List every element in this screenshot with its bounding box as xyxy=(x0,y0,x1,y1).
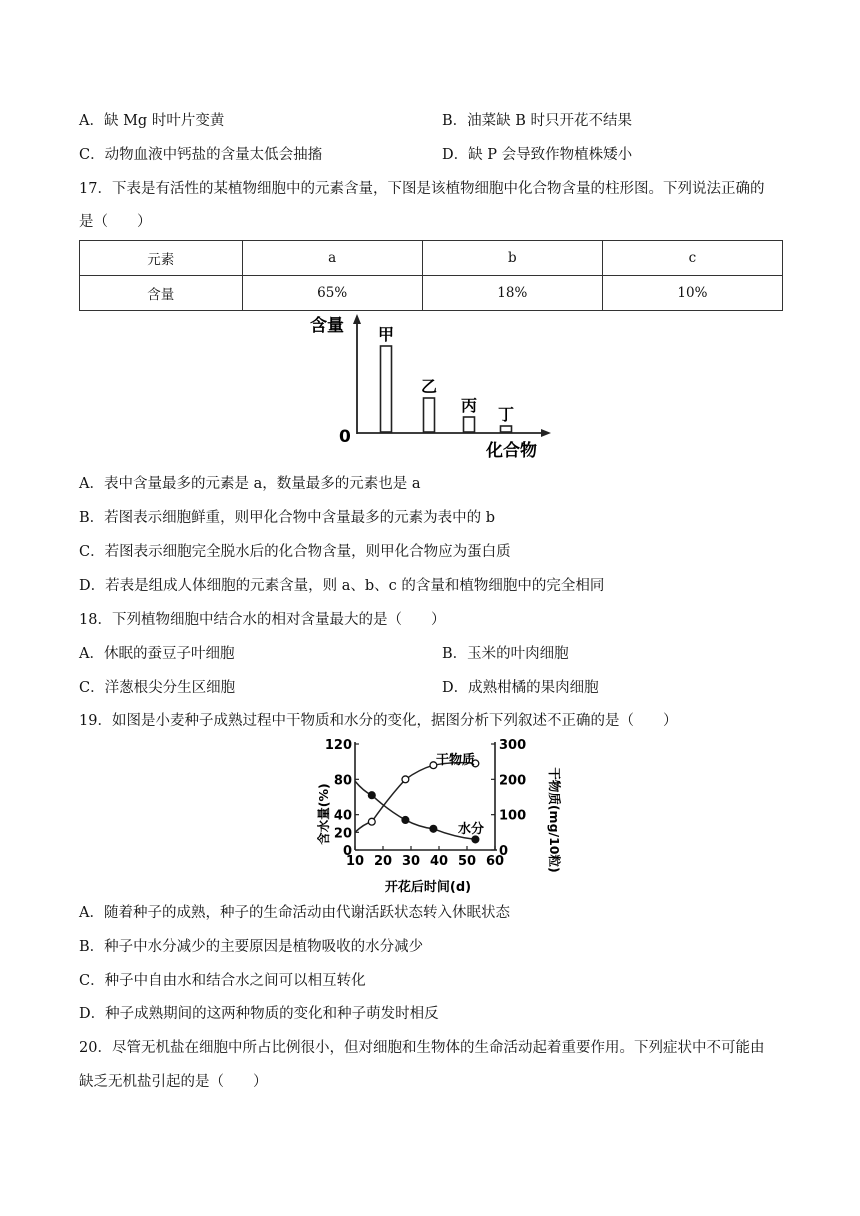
q18-option-d: D．成熟柑橘的果肉细胞 xyxy=(442,680,599,696)
bar-1 xyxy=(381,346,392,432)
left-tick-label: 80 xyxy=(333,773,352,789)
bar-chart-origin: 0 xyxy=(339,427,351,447)
q17-option-a: A．表中含量最多的元素是 a，数量最多的元素也是 a xyxy=(79,476,421,492)
table-header-row xyxy=(80,241,783,276)
q16-option-d: D．缺 P 会导致作物植株矮小 xyxy=(442,147,633,163)
q18-option-a: A．休眠的蚕豆子叶细胞 xyxy=(79,646,235,662)
q18-stem: 18．下列植物细胞中结合水的相对含量最大的是（ ） xyxy=(79,612,446,628)
left-tick-label: 0 xyxy=(342,844,352,859)
bar-4 xyxy=(501,426,512,432)
water-point xyxy=(402,817,409,824)
bar-3 xyxy=(464,417,475,432)
bar-label-3: 丙 xyxy=(460,396,478,415)
left-tick-label: 40 xyxy=(333,808,352,824)
water-series-label: 水分 xyxy=(458,822,485,837)
left-tick-label: 120 xyxy=(324,738,352,753)
q19-option-a: A．随着种子的成熟，种子的生命活动由代谢活跃状态转入休眠状态 xyxy=(79,905,510,921)
q18-option-c: C．洋葱根尖分生区细胞 xyxy=(79,680,236,696)
dry-matter-point xyxy=(368,818,375,825)
table-cell: 18% xyxy=(422,276,602,311)
water-point xyxy=(368,792,375,799)
line-chart-xlabel: 开花后时间(d) xyxy=(384,880,472,895)
table-cell: 元素 xyxy=(80,241,243,276)
q19-option-b: B．种子中水分减少的主要原因是植物吸收的水分减少 xyxy=(79,939,424,955)
y-axis-arrow-icon xyxy=(353,314,361,324)
x-tick-label: 60 xyxy=(485,854,505,869)
q19-option-c: C．种子中自由水和结合水之间可以相互转化 xyxy=(79,973,366,989)
seed-maturation-line-chart xyxy=(305,734,565,896)
table-cell: 含量 xyxy=(80,276,243,311)
table-cell: a xyxy=(242,241,422,276)
element-table xyxy=(79,240,783,311)
water-point xyxy=(430,825,437,832)
q17-option-c: C．若图表示细胞完全脱水后的化合物含量，则甲化合物应为蛋白质 xyxy=(79,544,511,560)
bar-label-1: 甲 xyxy=(377,325,395,344)
q17-stem-line2: 是（ ） xyxy=(79,214,152,230)
line-chart-ylabel-left: 含水量(%) xyxy=(316,783,331,845)
right-tick-label: 0 xyxy=(499,844,509,859)
q16-option-c: C．动物血液中钙盐的含量太低会抽搐 xyxy=(79,147,323,163)
x-tick-label: 40 xyxy=(429,854,449,869)
q19-option-d: D．种子成熟期间的这两种物质的变化和种子萌发时相反 xyxy=(79,1006,439,1022)
q16-option-a: A．缺 Mg 时叶片变黄 xyxy=(79,113,225,129)
water-point xyxy=(472,836,479,843)
x-axis-arrow-icon xyxy=(541,429,551,437)
left-tick-label: 20 xyxy=(333,826,352,842)
bar-2 xyxy=(424,398,435,432)
right-tick-label: 200 xyxy=(499,773,527,789)
right-tick-label: 100 xyxy=(499,808,527,824)
x-tick-label: 50 xyxy=(457,854,477,869)
table-cell: c xyxy=(602,241,782,276)
compound-bar-chart xyxy=(300,312,560,464)
q17-option-b: B．若图表示细胞鲜重，则甲化合物中含量最多的元素为表中的 b xyxy=(79,510,496,526)
right-tick-label: 300 xyxy=(499,738,527,753)
bar-label-2: 乙 xyxy=(420,377,438,396)
table-row xyxy=(80,276,783,311)
table-cell: 65% xyxy=(242,276,422,311)
dry-matter-point xyxy=(402,776,409,783)
x-tick-label: 30 xyxy=(401,854,421,869)
bar-chart-ylabel: 含量 xyxy=(310,316,344,336)
q18-option-b: B．玉米的叶肉细胞 xyxy=(442,646,569,662)
q16-option-b: B．油菜缺 B 时只开花不结果 xyxy=(442,113,633,129)
x-tick-label: 10 xyxy=(345,854,365,869)
q20-stem-line1: 20．尽管无机盐在细胞中所占比例很小，但对细胞和生物体的生命活动起着重要作用。下列症状中不可能由 xyxy=(79,1040,765,1056)
bar-chart-xlabel: 化合物 xyxy=(486,441,537,461)
dry-matter-series-label: 干物质 xyxy=(436,753,476,768)
q17-option-d: D．若表是组成人体细胞的元素含量，则 a、b、c 的含量和植物细胞中的完全相同 xyxy=(79,578,605,594)
bar-label-4: 丁 xyxy=(497,405,515,424)
q17-stem-line1: 17．下表是有活性的某植物细胞中的元素含量，下图是该植物细胞中化合物含量的柱形图。下列说法正确的 xyxy=(79,181,765,197)
table-cell: b xyxy=(422,241,602,276)
q20-stem-line2: 缺乏无机盐引起的是（ ） xyxy=(79,1074,268,1090)
x-tick-label: 20 xyxy=(373,854,393,869)
q19-stem: 19．如图是小麦种子成熟过程中干物质和水分的变化，据图分析下列叙述不正确的是（ ） xyxy=(79,713,678,729)
line-chart-ylabel-right: 干物质(mg/10粒) xyxy=(547,767,562,873)
table-cell: 10% xyxy=(602,276,782,311)
